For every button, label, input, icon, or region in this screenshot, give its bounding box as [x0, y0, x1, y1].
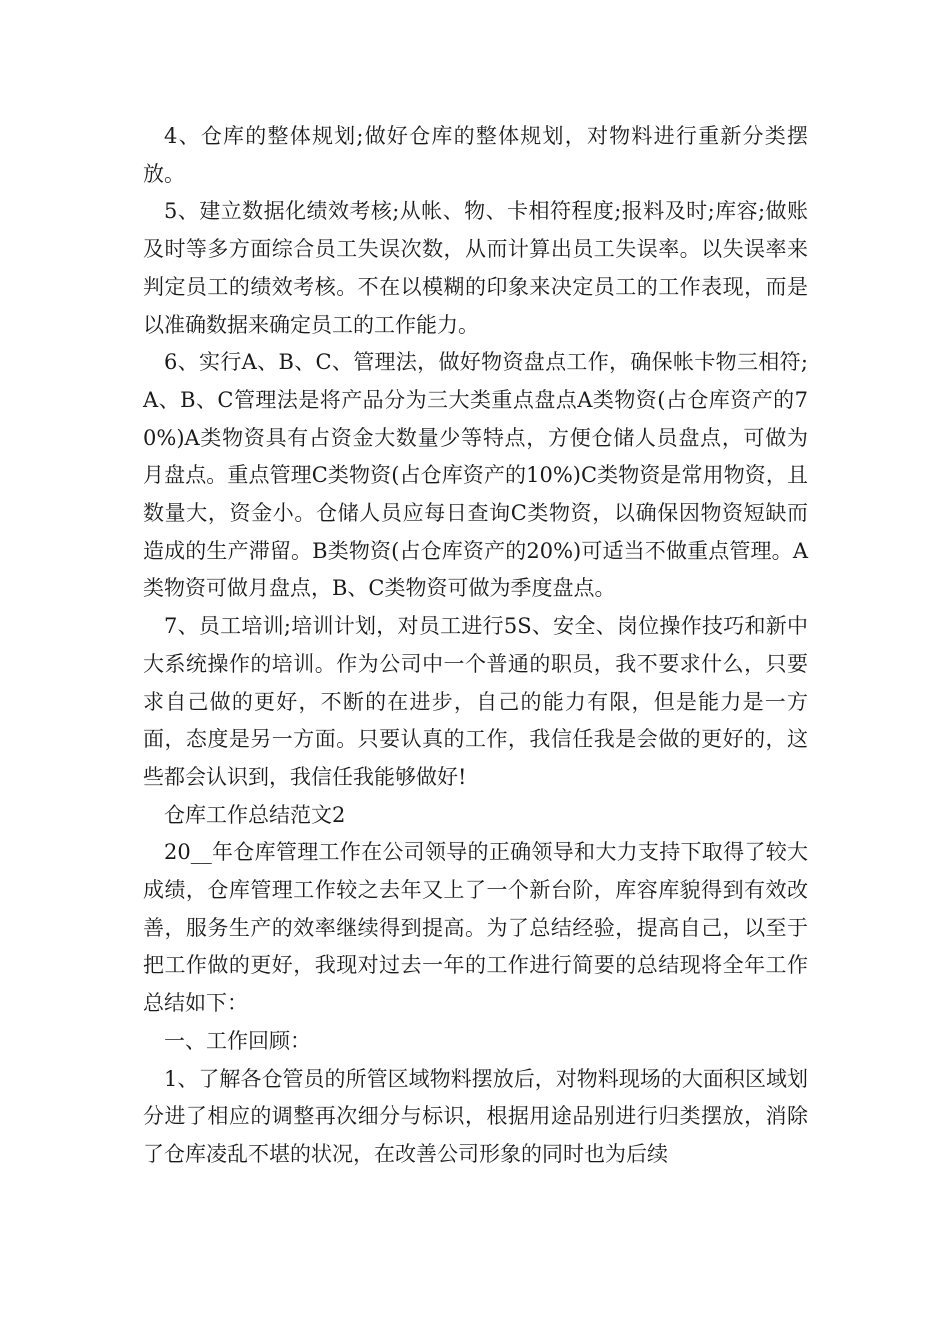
- paragraph-warehouse-planning: 4、仓库的整体规划;做好仓库的整体规划，对物料进行重新分类摆放。: [143, 124, 808, 186]
- paragraph-abc-management: 6、实行A、B、C、管理法，做好物资盘点工作，确保帐卡物三相符;A、B、C管理法是将产品分为三大类重点盘点A类物资(占仓库资产的70%)A类物资具有占资金大数量少等特点，方便仓储人员盘点，可做为月盘点。重点管理C类物资(占仓库资产的10%)C类物资是常用物资，且数量大，资金小。仓储人员应每日查询C类物资，以确保因物资短缺而造成的生产滞留。B类物资(占仓库资产的20%)可适当不做重点管理。A类物资可做月盘点，B、C类物资可做为季度盘点。: [143, 350, 808, 601]
- section-title-sample-2: 仓库工作总结范文2: [164, 802, 346, 827]
- paragraph-staff-training: 7、员工培训;培训计划，对员工进行5S、安全、岗位操作技巧和新中大系统操作的培训。作为公司中一个普通的职员，我不要求什么，只要求自己做的更好，不断的在进步，自己的能力有限，但是能力是一方面，态度是另一方面。只要认真的工作，我信任我是会做的更好的，这些都会认识到，我信任我能够做好!: [143, 614, 808, 789]
- paragraph-area-division: 1、了解各仓管员的所管区域物料摆放后，对物料现场的大面积区域划分进了相应的调整再次细分与标识，根据用途品别进行归类摆放，消除了仓库凌乱不堪的状况，在改善公司形象的同时也为后续: [143, 1066, 808, 1166]
- document-body: [143, 118, 808, 1174]
- section-heading-work-review: 一、工作回顾：: [164, 1028, 311, 1053]
- paragraph-performance-assessment: 5、建立数据化绩效考核;从帐、物、卡相符程度;报料及时;库容;做账及时等多方面综合员工失误次数，从而计算出员工失误率。以失误率来判定员工的绩效考核。不在以模糊的印象来决定员工的工作表现，而是以准确数据来确定员工的工作能力。: [143, 199, 808, 337]
- paragraph-annual-summary: 20__年仓库管理工作在公司领导的正确领导和大力支持下取得了较大成绩，仓库管理工作较之去年又上了一个新台阶，库容库貌得到有效改善，服务生产的效率继续得到提高。为了总结经验，提高自己，以至于把工作做的更好，我现对过去一年的工作进行简要的总结现将全年工作总结如下：: [143, 840, 808, 1016]
